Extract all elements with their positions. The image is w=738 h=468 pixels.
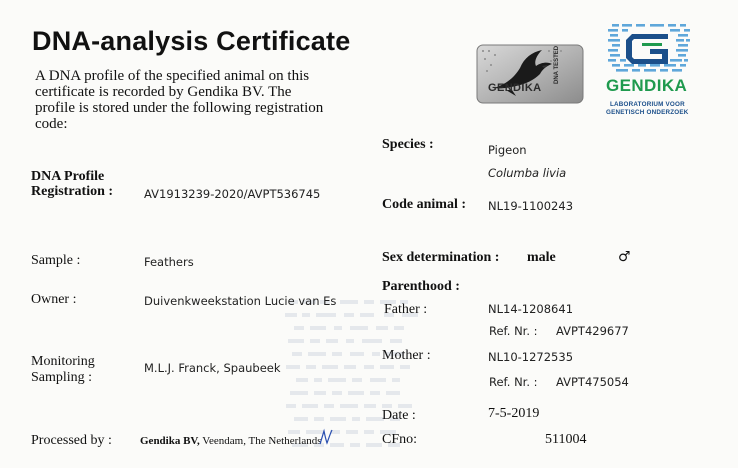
processed-company: Gendika BV,	[140, 435, 200, 447]
monitoring-value: M.L.J. Franck, Spaubeek	[144, 361, 281, 375]
date-value: 7-5-2019	[488, 406, 540, 421]
intro-text: A DNA profile of the specified animal on this certificate is recorded by Gendika BV. The profile is stored under the following registration code:	[35, 68, 324, 132]
species-latin: Columba livia	[488, 166, 567, 180]
processed-location: Veendam, The Netherlands	[199, 435, 322, 447]
owner-label: Owner :	[31, 292, 77, 307]
signature-mark-icon	[318, 428, 336, 448]
sex-determination-label: Sex determination :	[382, 250, 500, 265]
father-ref-label: Ref. Nr. :	[489, 324, 538, 338]
father-label: Father :	[384, 302, 428, 317]
dna-tested-seal	[476, 44, 584, 104]
pigeon-seal-icon	[476, 44, 584, 104]
gendika-brand-name: GENDIKA	[606, 76, 688, 95]
registration-label: Registration :	[31, 184, 114, 199]
mother-ref-value: AVPT475054	[556, 375, 629, 389]
code-animal-value: NL19-1100243	[488, 199, 574, 213]
owner-value: Duivenkweekstation Lucie van Es	[144, 294, 337, 308]
father-value: NL14-1208641	[488, 302, 574, 316]
date-label: Date :	[382, 408, 416, 423]
species-label: Species :	[382, 137, 434, 152]
seal-side-text: DNA TESTED	[554, 45, 560, 84]
processed-value	[140, 435, 322, 447]
mother-ref-label: Ref. Nr. :	[489, 375, 538, 389]
mother-label: Mother :	[382, 348, 431, 363]
father-ref-value: AVPT429677	[556, 324, 629, 338]
parenthood-label: Parenthood :	[382, 279, 460, 294]
certificate-title: DNA-analysis Certificate	[32, 26, 351, 56]
sample-value: Feathers	[144, 255, 194, 269]
code-animal-label: Code animal :	[382, 197, 466, 212]
male-symbol-icon: ♂	[618, 249, 631, 265]
sex-value: male	[527, 250, 556, 265]
registration-value: AV1913239-2020/AVPT536745	[144, 187, 321, 201]
sample-label: Sample :	[31, 253, 81, 268]
seal-text: GENDIKA	[488, 82, 542, 94]
cfno-value: 511004	[545, 432, 587, 447]
monitoring-label: Monitoring	[31, 354, 95, 369]
processed-label: Processed by :	[31, 433, 112, 448]
gendika-logo-icon	[606, 22, 692, 77]
sampling-label: Sampling :	[31, 370, 93, 385]
mother-value: NL10-1272535	[488, 350, 574, 364]
cfno-label: CFno:	[382, 432, 418, 447]
dna-profile-label: DNA Profile	[31, 169, 105, 184]
lab-line-2: GENETISCH ONDERZOEK	[606, 109, 689, 116]
lab-line-1: LABORATORIUM VOOR	[610, 101, 685, 108]
species-value: Pigeon	[488, 143, 527, 157]
